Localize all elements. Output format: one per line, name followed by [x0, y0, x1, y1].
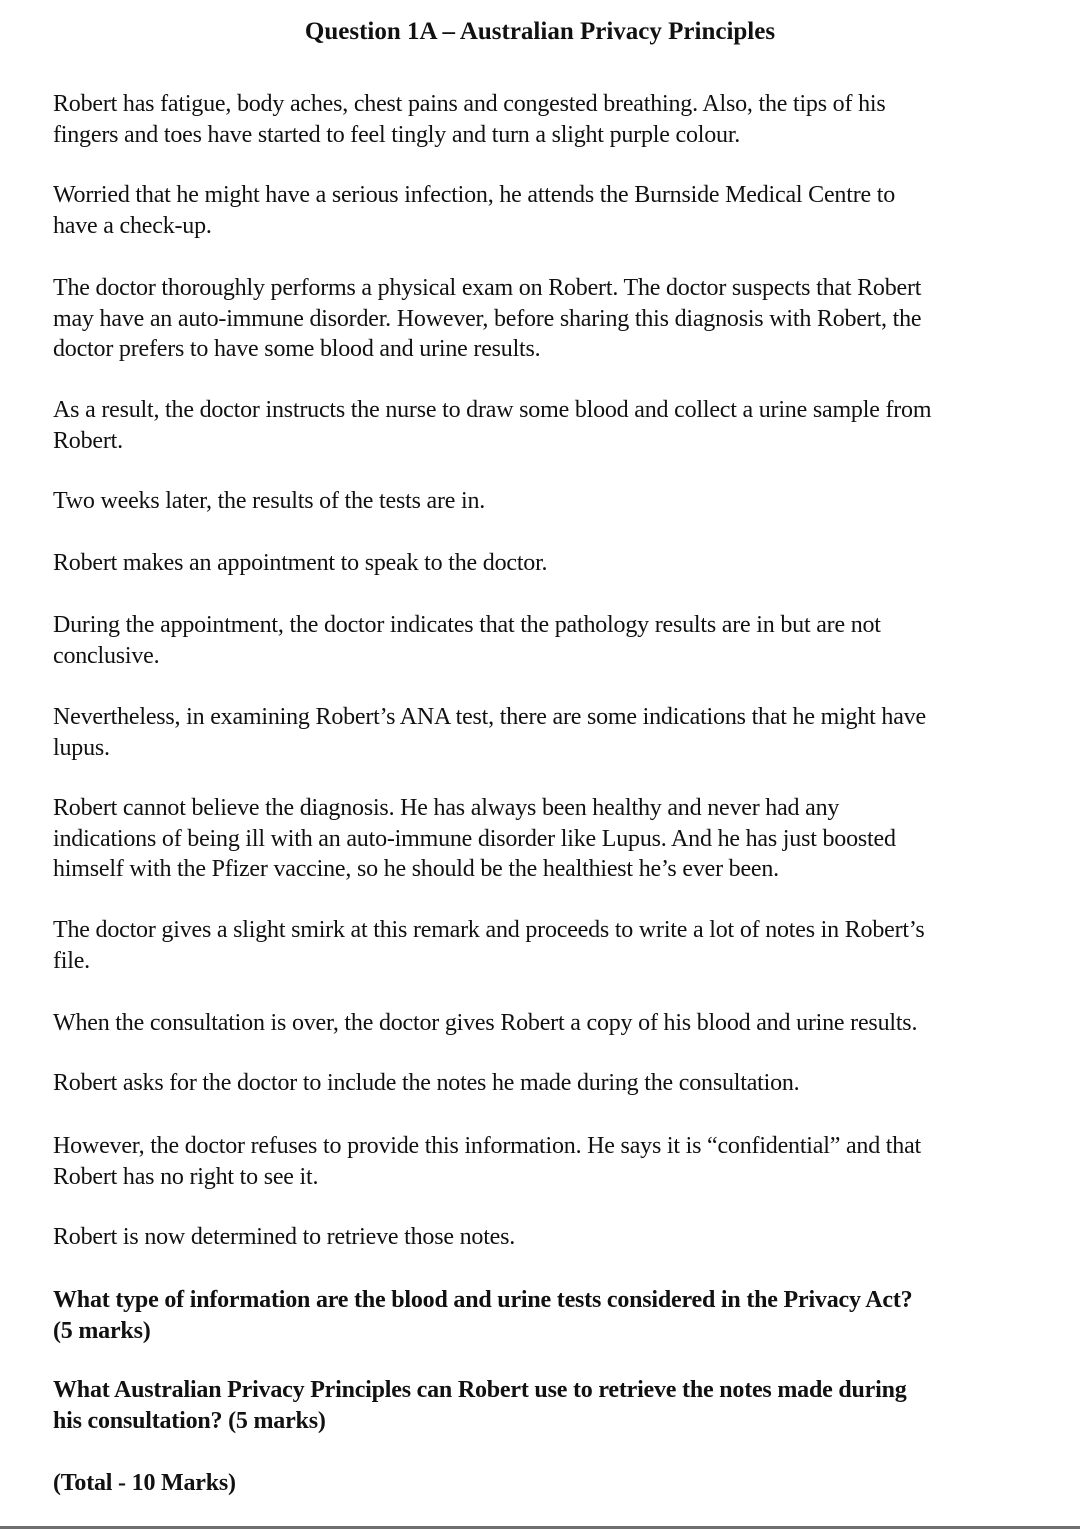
- paragraph-line: himself with the Pfizer vaccine, so he should be the healthiest he’s ever been.: [53, 856, 779, 882]
- paragraph-medical-centre: [53, 180, 1043, 241]
- paragraph-line: lupus.: [53, 734, 110, 761]
- paragraph-line: The doctor gives a slight smirk at this remark and proceeds to write a lot of notes in Robert’s: [53, 917, 925, 943]
- paragraph-line: indications of being ill with an auto-immune disorder like Lupus. And he has just boosted: [53, 825, 896, 852]
- paragraph-refusal: [53, 1131, 1043, 1192]
- paragraph-request-notes: [53, 1068, 1043, 1099]
- paragraph-line: The doctor thoroughly performs a physical exam on Robert. The doctor suspects that Robert: [53, 275, 922, 301]
- paragraph-line: Robert is now determined to retrieve those notes.: [53, 1224, 516, 1250]
- paragraph-line: doctor prefers to have some blood and urine results.: [53, 336, 541, 362]
- paragraph-line: When the consultation is over, the doctor gives Robert a copy of his blood and urine results.: [53, 1010, 918, 1036]
- paragraph-line: conclusive.: [53, 642, 160, 669]
- question-line: What Australian Privacy Principles can Robert use to retrieve the notes made during: [53, 1377, 907, 1403]
- question-privacy-principles: [53, 1375, 1043, 1436]
- paragraph-consultation-over: [53, 1008, 1043, 1039]
- paragraph-pathology: [53, 610, 1043, 671]
- paragraph-line: Robert has fatigue, body aches, chest pains and congested breathing. Also, the tips of his: [53, 91, 886, 117]
- paragraph-disbelief: [53, 793, 1043, 885]
- paragraph-line: As a result, the doctor instructs the nurse to draw some blood and collect a urine sample from: [53, 397, 932, 423]
- paragraph-line: However, the doctor refuses to provide this information. He says it is “confidential” and that: [53, 1133, 921, 1159]
- paragraph-line: Robert asks for the doctor to include the notes he made during the consultation.: [53, 1070, 800, 1096]
- paragraph-notes: [53, 915, 1043, 976]
- paragraph-line: Two weeks later, the results of the tests are in.: [53, 488, 486, 514]
- question-line: What type of information are the blood and urine tests considered in the Privacy Act?: [53, 1287, 913, 1313]
- question-line: his consultation? (5 marks): [53, 1407, 326, 1434]
- paragraph-appointment: [53, 548, 1043, 579]
- total-marks-line: (Total - 10 Marks): [53, 1470, 236, 1496]
- paragraph-line: Robert has no right to see it.: [53, 1163, 319, 1190]
- paragraph-determined: [53, 1222, 1043, 1253]
- paragraph-line: During the appointment, the doctor indicates that the pathology results are in but are not: [53, 612, 881, 638]
- paragraph-samples: [53, 395, 1043, 456]
- document-title: Question 1A – Australian Privacy Principles: [304, 18, 776, 45]
- paragraph-line: Robert cannot believe the diagnosis. He has always been healthy and never had any: [53, 795, 840, 821]
- paragraph-line: Worried that he might have a serious infection, he attends the Burnside Medical Centre to: [53, 182, 896, 208]
- paragraph-line: fingers and toes have started to feel tingly and turn a slight purple colour.: [53, 121, 741, 148]
- paragraph-line: Nevertheless, in examining Robert’s ANA test, there are some indications that he might have: [53, 704, 926, 730]
- paragraph-line: have a check-up.: [53, 212, 212, 239]
- paragraph-line: Robert.: [53, 427, 123, 454]
- paragraph-line: file.: [53, 947, 90, 974]
- total-marks: [53, 1468, 1043, 1499]
- paragraph-symptoms: [53, 89, 1043, 150]
- paragraph-results-in: [53, 486, 1043, 517]
- question-line: (5 marks): [53, 1317, 151, 1344]
- paragraph-physical-exam: [53, 273, 1043, 365]
- paragraph-line: may have an auto-immune disorder. However, before sharing this diagnosis with Robert, the: [53, 305, 922, 332]
- paragraph-ana-test: [53, 702, 1043, 763]
- paragraph-line: Robert makes an appointment to speak to the doctor.: [53, 550, 548, 576]
- question-information-type: [53, 1285, 1043, 1346]
- page-bottom-rule: [0, 1526, 1080, 1529]
